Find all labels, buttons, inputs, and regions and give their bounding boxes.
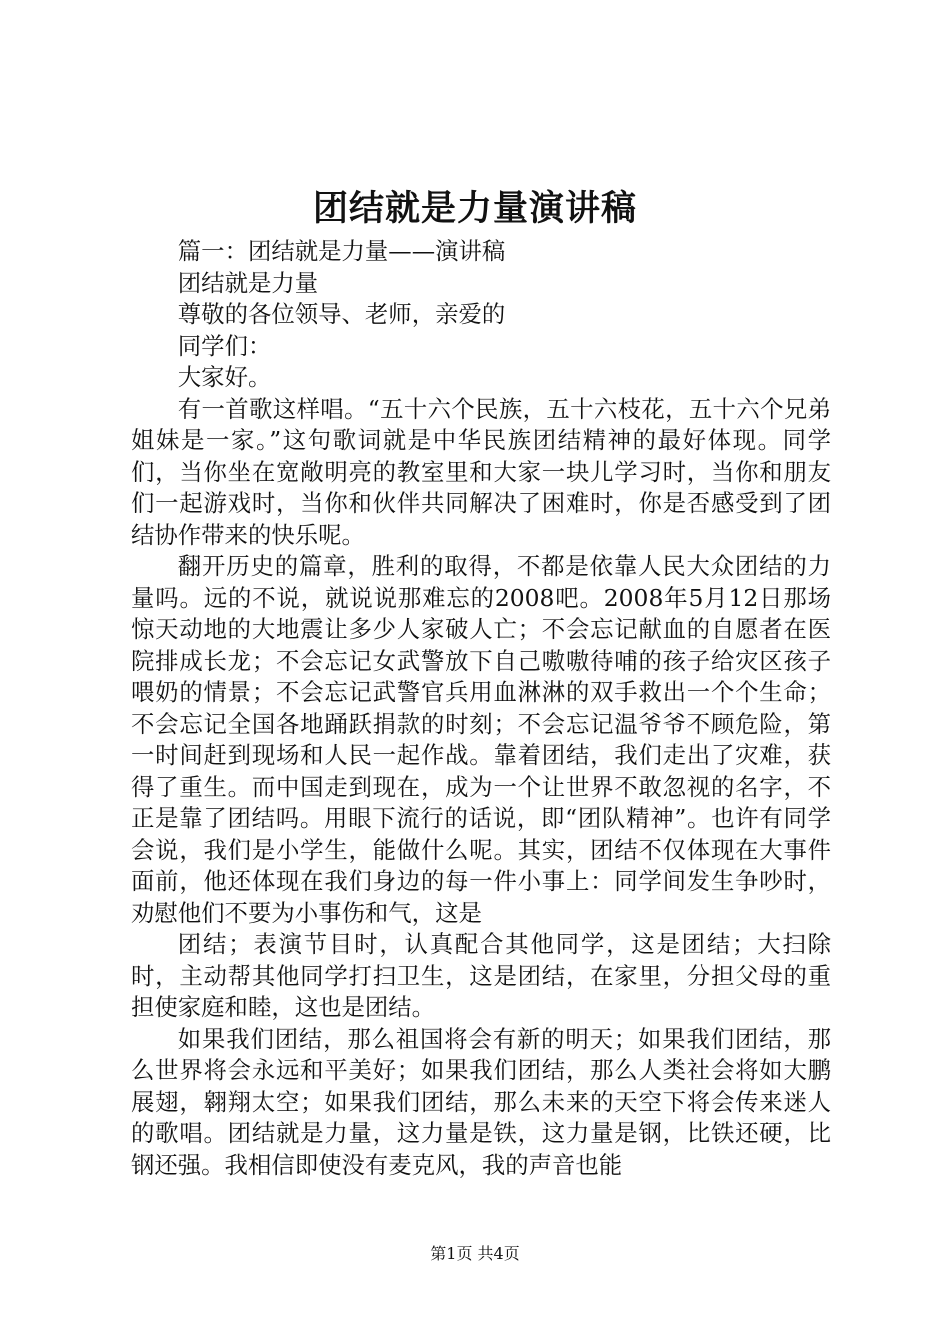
- section-heading: 篇一：团结就是力量——演讲稿: [177, 237, 506, 265]
- salutation-line: 尊敬的各位领导、老师，亲爱的: [177, 300, 506, 328]
- document-title: 团结就是力量演讲稿: [312, 188, 637, 229]
- paragraph: 有一首歌这样唱。“五十六个民族，五十六枝花，五十六个兄弟姐妹是一家。”这句歌词就是中华民族团结精神的最好体现。同学们，当你坐在宽敞明亮的教室里和大家一块儿学习时，当你和朋友们一起游戏时，当你和伙伴共同解决了困难时，你是否感受到了团结协作带来的快乐呢。: [131, 394, 831, 549]
- paragraph: 翻开历史的篇章，胜利的取得，不都是依靠人民大众团结的力量吗。远的不说，就说说那难忘的2008吧。2008年5月12日那场惊天动地的大地震让多少人家破人亡；不会忘记献血的自愿者在医院排成长龙；不会忘记女武警放下自己嗷嗷待哺的孩子给灾区孩子喂奶的情景；不会忘记武警官兵用血淋淋的双手救出一个个生命；不会忘记全国各地踊跃捐款的时刻；不会忘记温爷爷不顾危险，第一时间赶到现场和人民一起作战。靠着团结，我们走出了灾难，获得了重生。而中国走到现在，成为一个让世界不敢忽视的名字，不正是靠了团结吗。用眼下流行的话说，即“团队精神”。也许有同学会说，我们是小学生，能做什么呢。其实，团结不仅体现在大事件面前，他还体现在我们身边的每一件小事上：同学间发生争吵时，劝慰他们不要为小事伤和气，这是: [131, 552, 831, 927]
- document-body: [131, 236, 831, 1181]
- speech-title: 团结就是力量: [177, 268, 319, 297]
- salutation-continued: 同学们：: [177, 331, 272, 360]
- greeting-line: 大家好。: [177, 363, 272, 391]
- paragraph: 团结；表演节目时，认真配合其他同学，这是团结；大扫除时，主动帮其他同学打扫卫生，这是团结，在家里，分担父母的重担使家庭和睦，这也是团结。: [131, 930, 831, 1021]
- paragraph: 如果我们团结，那么祖国将会有新的明天；如果我们团结，那么世界将会永远和平美好；如果我们团结，那么人类社会将如大鹏展翅，翱翔太空；如果我们团结，那么未来的天空下将会传来迷人的歌唱。团结就是力量，这力量是铁，这力量是钢，比铁还硬，比钢还强。我相信即使没有麦克风，我的声音也能: [131, 1024, 831, 1179]
- page-number-footer: 第1页 共4页: [430, 1244, 520, 1263]
